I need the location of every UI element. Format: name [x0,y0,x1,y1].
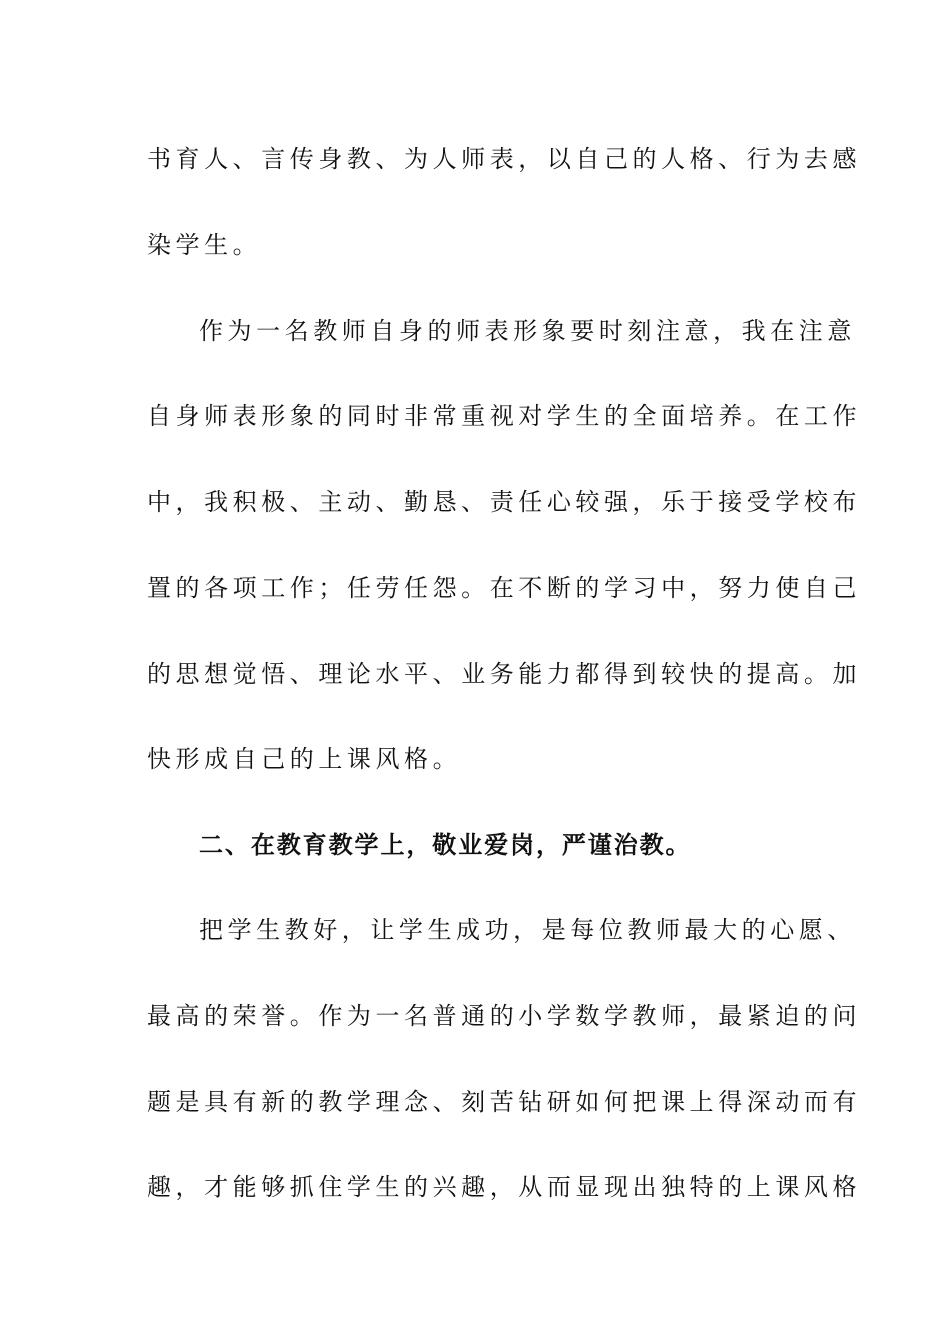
paragraph-line: 趣，才能够抓住学生的兴趣，从而显现出独特的上课风格 [147,1173,861,1201]
paragraph-line: 书育人、言传身教、为人师表，以自己的人格、行为去感 [147,145,861,173]
paragraph-line: 置的各项工作；任劳任怨。在不断的学习中，努力使自己 [147,574,861,602]
paragraph-line: 染学生。 [147,231,262,259]
paragraph-line: 题是具有新的教学理念、刻苦钻研如何把课上得深动而有 [147,1088,861,1116]
paragraph-line: 作为一名教师自身的师表形象要时刻注意，我在注意 [199,317,856,345]
paragraph-line: 的思想觉悟、理论水平、业务能力都得到较快的提高。加 [147,660,861,688]
paragraph-line: 把学生教好，让学生成功，是每位教师最大的心愿、 [199,916,856,944]
paragraph-line: 中，我积极、主动、勤恳、责任心较强，乐于接受学校布 [147,488,861,516]
paragraph-line: 最高的荣誉。作为一名普通的小学数学教师，最紧迫的问 [147,1002,861,1030]
paragraph-line: 自身师表形象的同时非常重视对学生的全面培养。在工作 [147,402,861,430]
paragraph-line: 快形成自己的上课风格。 [147,745,462,773]
section-heading: 二、在教育教学上，敬业爱岗，严谨治教。 [199,830,692,859]
